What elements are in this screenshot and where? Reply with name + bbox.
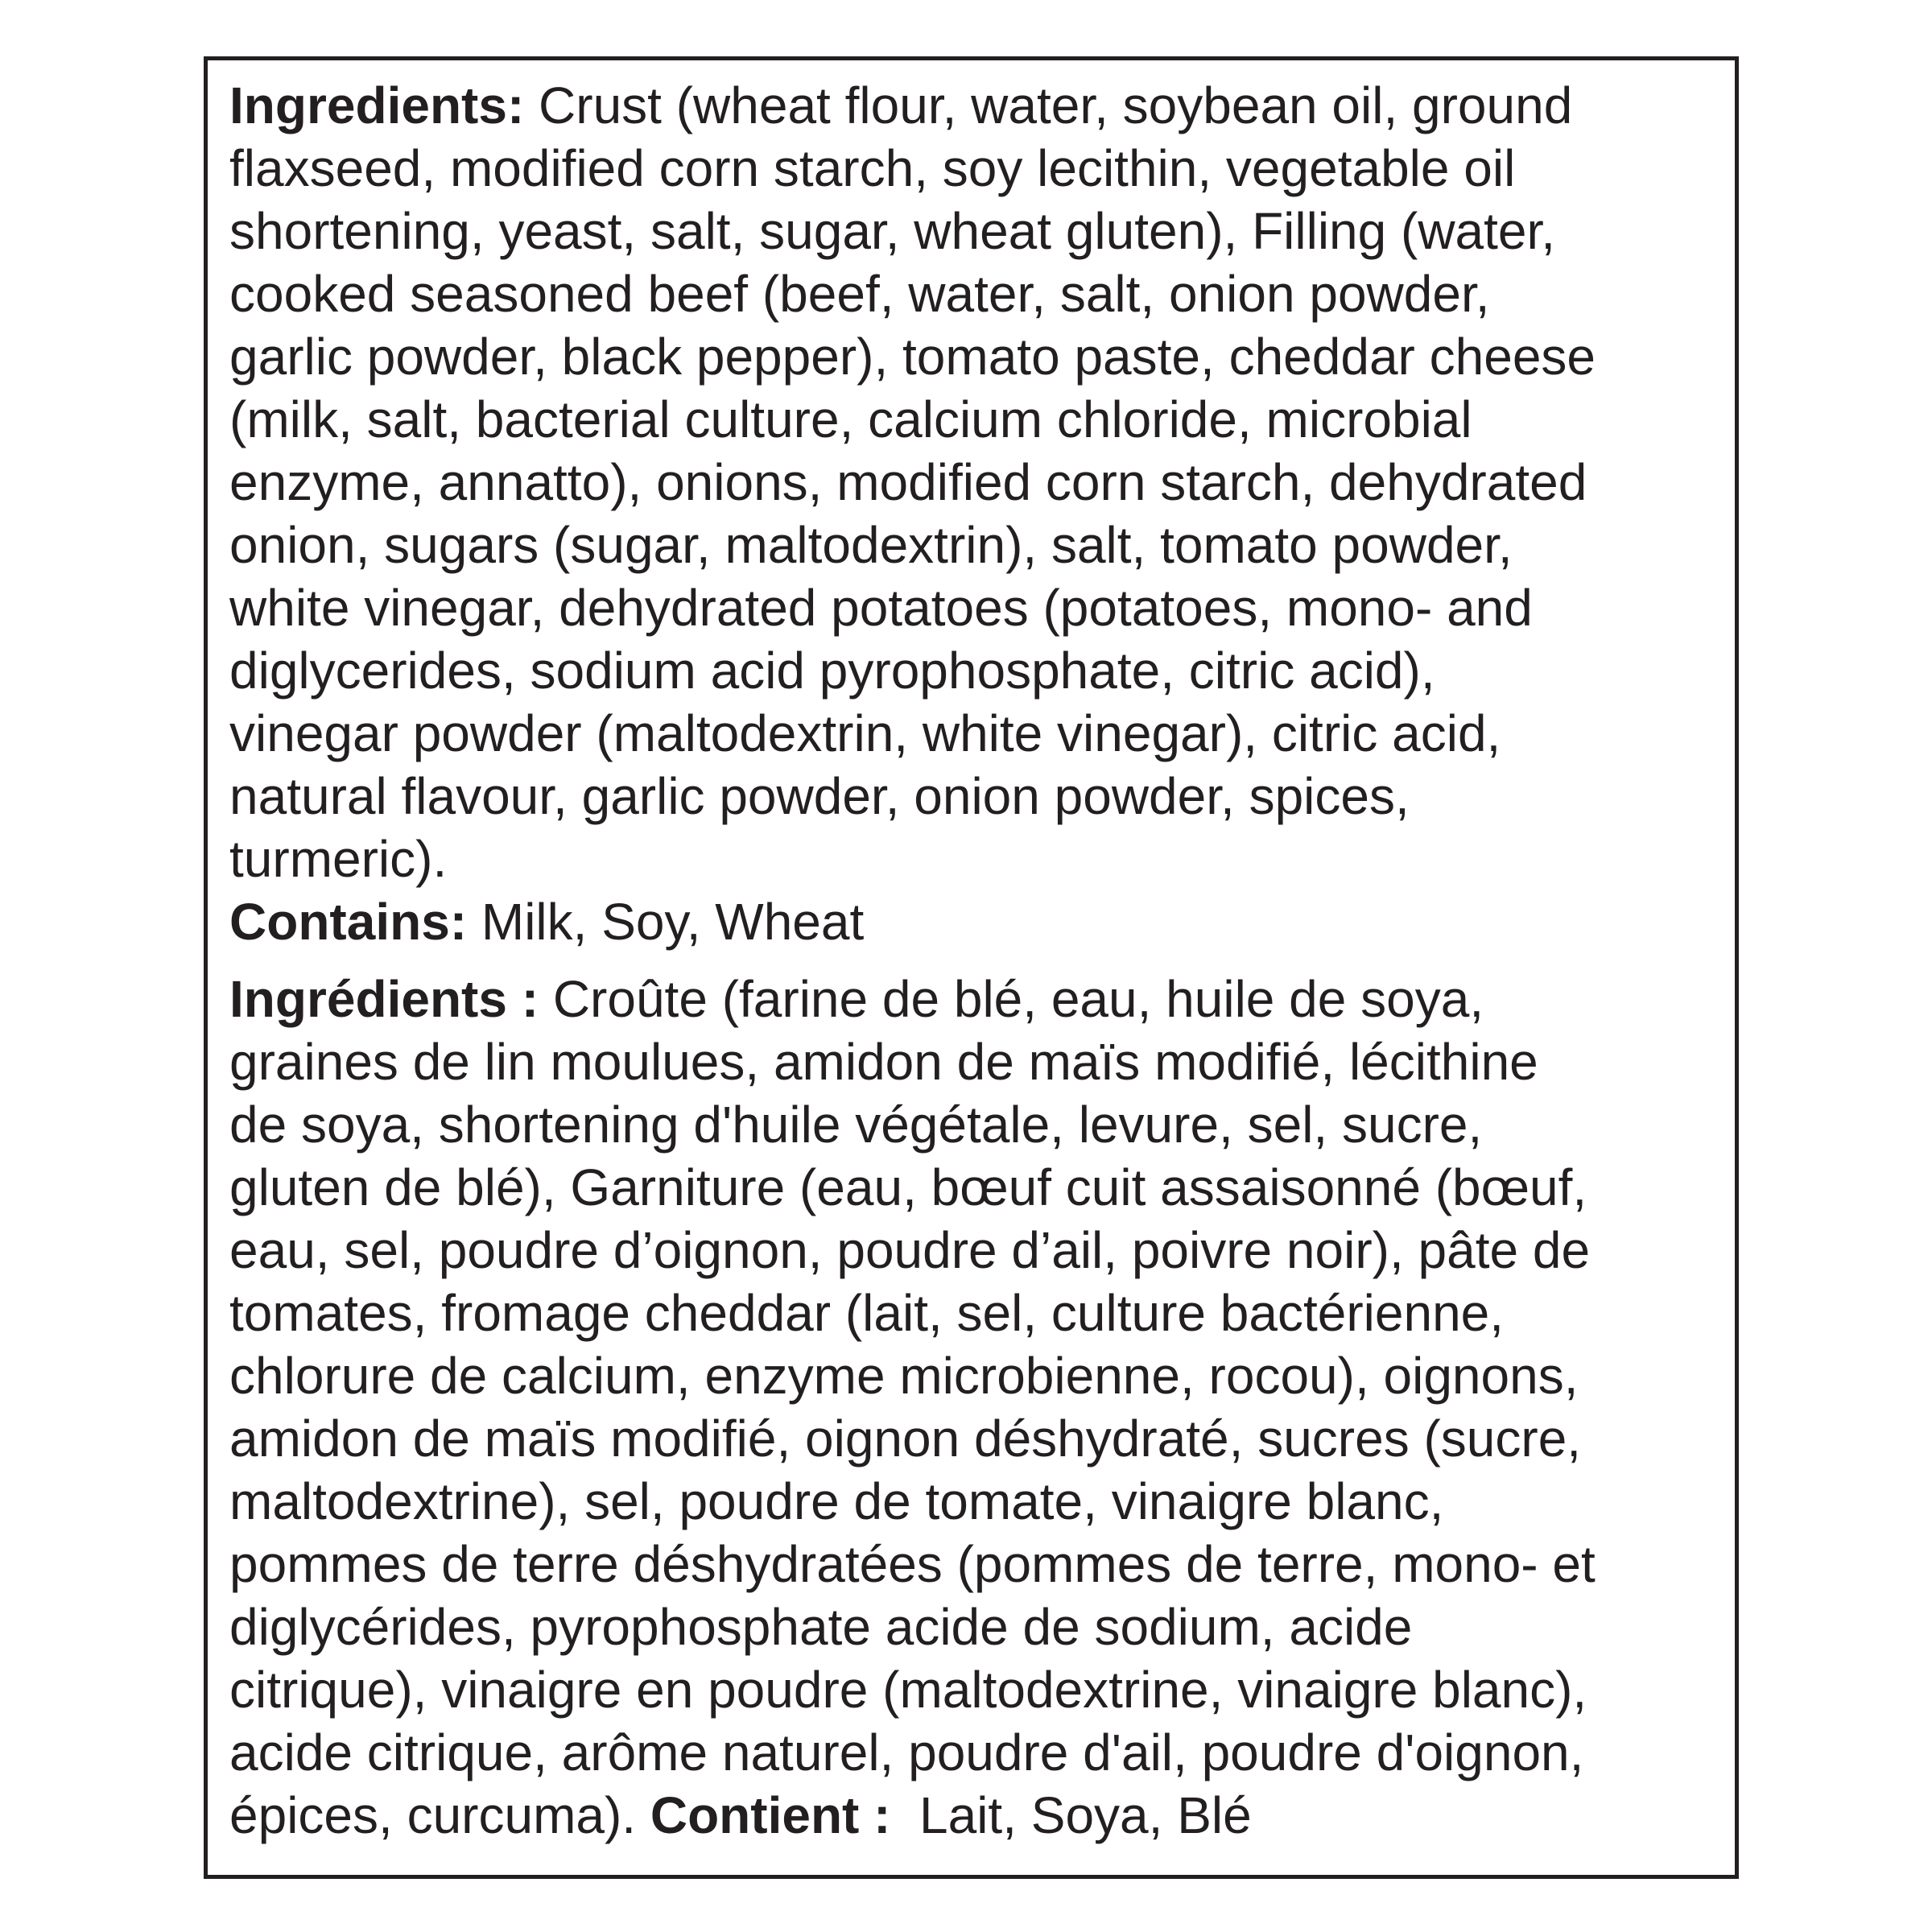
french-contains-text: Lait, Soya, Blé — [890, 1786, 1252, 1844]
english-ingredients-line: diglycerides, sodium acid pyrophosphate, citric acid), — [229, 642, 1435, 700]
english-ingredients-line: garlic powder, black pepper), tomato paste, cheddar cheese — [229, 328, 1596, 386]
french-ingredients-line: citrique), vinaigre en poudre (maltodextrine, vinaigre blanc), — [229, 1661, 1587, 1719]
english-ingredients-heading: Ingredients: — [229, 76, 525, 134]
english-ingredients-line: white vinegar, dehydrated potatoes (potatoes, mono- and — [229, 579, 1533, 637]
french-ingredients-line: de soya, shortening d'huile végétale, levure, sel, sucre, — [229, 1096, 1483, 1154]
french-ingredients-line: Ingrédients : Croûte (farine de blé, eau, huile de soya, — [229, 970, 1484, 1028]
english-contains-text: Milk, Soy, Wheat — [467, 893, 865, 951]
french-contains-heading: Contient : — [650, 1786, 891, 1844]
french-ingredients-line: maltodextrine), sel, poudre de tomate, vinaigre blanc, — [229, 1472, 1444, 1530]
french-ingredients-line: graines de lin moulues, amidon de maïs modifié, lécithine — [229, 1033, 1538, 1091]
french-ingredients-heading: Ingrédients : — [229, 970, 539, 1028]
french-ingredients-line: tomates, fromage cheddar (lait, sel, culture bactérienne, — [229, 1284, 1505, 1342]
english-ingredients-line: cooked seasoned beef (beef, water, salt, onion powder, — [229, 265, 1490, 323]
french-ingredients-line: diglycérides, pyrophosphate acide de sodium, acide — [229, 1598, 1413, 1656]
french-ingredients-line: épices, curcuma). Contient : Lait, Soya, Blé — [229, 1786, 1252, 1844]
english-contains-heading: Contains: — [229, 893, 468, 951]
english-ingredients-line: (milk, salt, bacterial culture, calcium chloride, microbial — [229, 390, 1472, 448]
french-ingredients-line: gluten de blé), Garniture (eau, bœuf cuit assaisonné (bœuf, — [229, 1158, 1587, 1216]
english-ingredients-line: enzyme, annatto), onions, modified corn starch, dehydrated — [229, 453, 1587, 511]
english-ingredients-line: flaxseed, modified corn starch, soy lecithin, vegetable oil — [229, 139, 1516, 197]
english-ingredients-line: shortening, yeast, salt, sugar, wheat gluten), Filling (water, — [229, 202, 1556, 260]
english-ingredients-line: vinegar powder (maltodextrin, white vinegar), citric acid, — [229, 704, 1501, 762]
french-ingredients-line: eau, sel, poudre d’oignon, poudre d’ail, poivre noir), pâte de — [229, 1221, 1591, 1279]
english-ingredients-line: turmeric). — [229, 830, 448, 888]
french-ingredients-line: pommes de terre déshydratées (pommes de terre, mono- et — [229, 1535, 1596, 1593]
english-ingredients-line: Ingredients: Crust (wheat flour, water, soybean oil, ground — [229, 76, 1573, 134]
french-ingredients-line: acide citrique, arôme naturel, poudre d'ail, poudre d'oignon, — [229, 1724, 1584, 1781]
french-ingredients-line: chlorure de calcium, enzyme microbienne, rocou), oignons, — [229, 1347, 1579, 1405]
english-contains-line — [229, 890, 864, 953]
english-ingredients-line: onion, sugars (sugar, maltodextrin), salt, tomato powder, — [229, 516, 1513, 574]
french-ingredients-line: amidon de maïs modifié, oignon déshydraté, sucres (sucre, — [229, 1410, 1582, 1468]
english-ingredients-line: natural flavour, garlic powder, onion powder, spices, — [229, 767, 1410, 825]
